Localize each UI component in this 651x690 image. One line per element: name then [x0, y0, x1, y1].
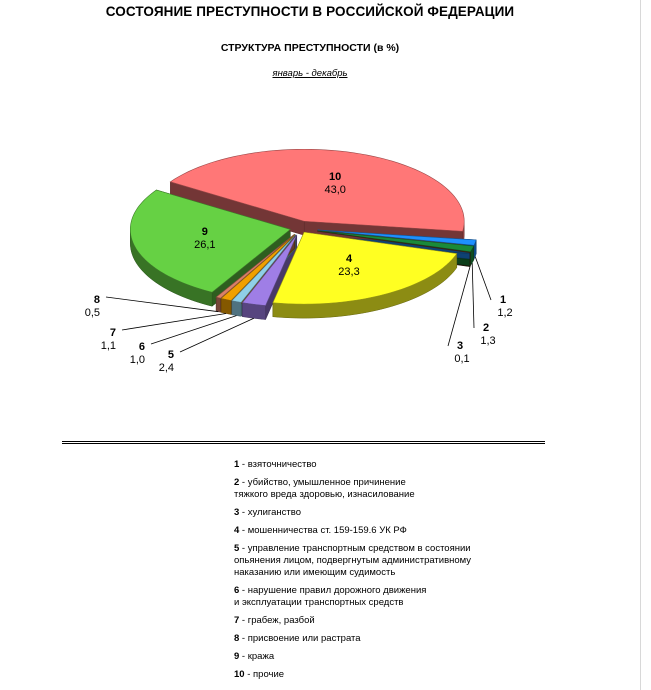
legend-text: - грабеж, разбой [239, 615, 315, 626]
legend-item-5 [234, 543, 534, 579]
legend-number: 9 [234, 651, 240, 662]
leader-line-6 [151, 316, 236, 344]
slice-label-8: 8 [93, 294, 100, 306]
slice-value-1: 1,2 [497, 307, 513, 319]
slice-value-5: 2,4 [158, 362, 174, 374]
pie-slice-side-8 [216, 297, 220, 312]
legend-text: - мошенничества ст. 159-159.6 УК РФ [239, 525, 407, 536]
divider [62, 441, 545, 444]
slice-value-6: 1,0 [129, 354, 145, 366]
legend-number: 3 [234, 507, 240, 518]
slice-value-8: 0,5 [84, 307, 100, 319]
chart-subtitle: СТРУКТУРА ПРЕСТУПНОСТИ (в %) [220, 42, 400, 54]
slice-value-10: 43,0 [324, 184, 346, 197]
legend-text: - прочие [244, 669, 285, 680]
legend-item-10 [234, 669, 534, 681]
legend-item-1 [234, 459, 534, 471]
slice-label-2: 2 [482, 322, 490, 334]
leader-line-5 [180, 318, 254, 352]
legend-text: - хулиганство [239, 507, 301, 518]
legend-item-4 [234, 525, 534, 537]
legend-number: 1 [234, 459, 240, 470]
leader-line-1 [475, 257, 491, 300]
slice-label-3: 3 [456, 340, 464, 352]
slice-value-9: 26,1 [194, 238, 216, 251]
legend-number: 7 [234, 615, 240, 626]
slice-label-7: 7 [109, 327, 116, 339]
legend-number: 5 [234, 543, 240, 554]
legend-number: 6 [234, 585, 240, 596]
legend-number: 2 [234, 477, 240, 488]
legend-text: - взяточничество [239, 459, 317, 470]
slice-value-3: 0,1 [454, 353, 470, 365]
leader-line-2 [472, 263, 474, 328]
legend-text: - убийство, умышленное причинение тяжкого вреда здоровью, изнасилование [234, 477, 415, 500]
legend-item-2 [234, 477, 534, 501]
legend-text: - нарушение правил дорожного движения и эксплуатации транспортных средств [234, 585, 427, 608]
slice-label-9: 9 [201, 225, 208, 238]
legend-number: 8 [234, 633, 240, 644]
slice-label-10: 10 [329, 171, 342, 184]
chart-title: СОСТОЯНИЕ ПРЕСТУПНОСТИ В РОССИЙСКОЙ ФЕДЕРАЦИИ [105, 4, 515, 19]
slice-value-7: 1,1 [100, 340, 116, 352]
legend [234, 459, 534, 687]
slice-label-1: 1 [499, 294, 507, 306]
legend-item-7 [234, 615, 534, 627]
slice-value-4: 23,3 [338, 266, 360, 279]
slice-label-5: 5 [167, 349, 174, 361]
legend-item-6 [234, 585, 534, 609]
legend-number: 10 [234, 669, 245, 680]
pie-slice-side-6 [232, 301, 241, 317]
slice-label-4: 4 [345, 253, 353, 266]
legend-text: - управление транспортным средством в состоянии опьянения лицом, подвергнутым административному наказанию или имеющим судимость [234, 543, 472, 578]
slice-value-2: 1,3 [480, 335, 496, 347]
legend-item-8 [234, 633, 534, 645]
legend-item-9 [234, 651, 534, 663]
pie-slice-side-7 [221, 298, 231, 314]
legend-text: - присвоение или растрата [239, 633, 361, 644]
legend-text: - кража [239, 651, 275, 662]
legend-number: 4 [234, 525, 240, 536]
page-edge-line [640, 0, 641, 690]
leader-line-3 [448, 266, 470, 346]
chart-period: январь - декабрь [272, 68, 348, 79]
leader-line-7 [122, 314, 226, 330]
slice-label-6: 6 [138, 341, 145, 353]
legend-item-3 [234, 507, 534, 519]
